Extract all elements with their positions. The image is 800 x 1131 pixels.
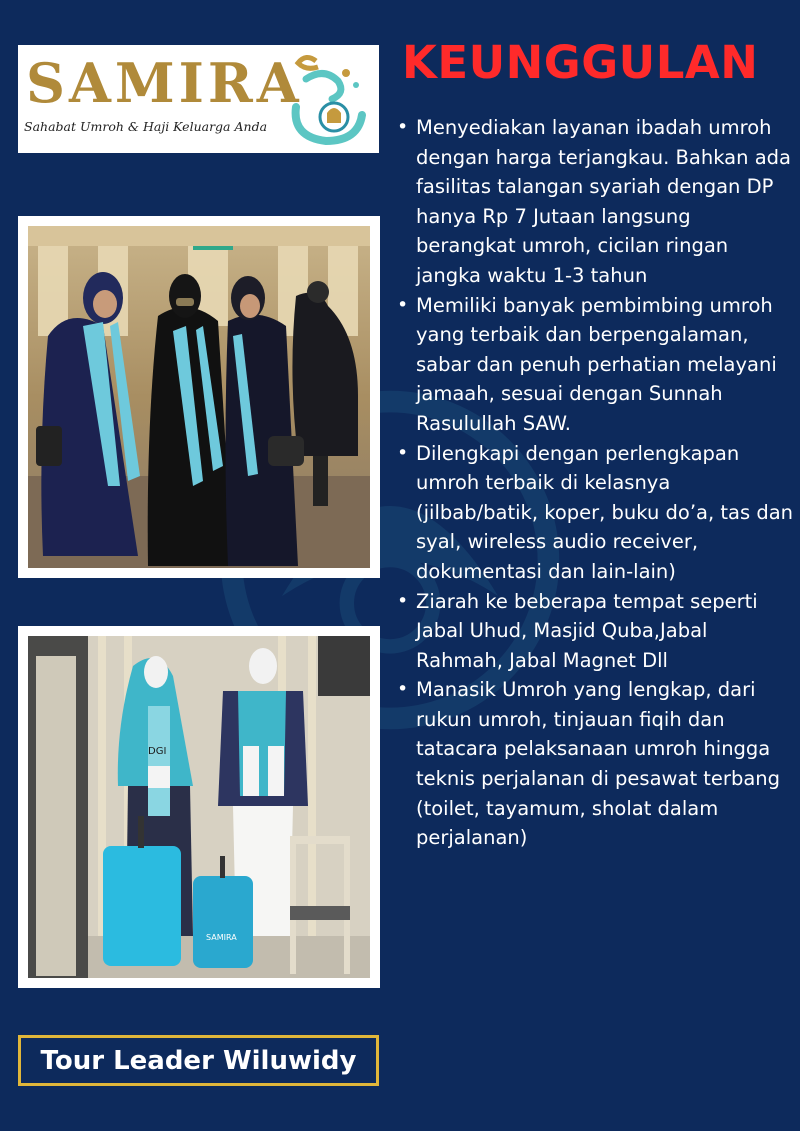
list-item [395,439,795,587]
scarf-brand-label: DGI [148,746,167,757]
bullet-dot-icon: • [397,589,409,612]
list-item [395,675,795,853]
logo-tagline: Sahabat Umroh & Haji Keluarga Anda [24,119,268,134]
list-item-text: Ziarah ke beberapa tempat seperti Jabal Uhud, Masjid Quba,Jabal Rahmah, Jabal Magnet Dll [416,589,758,672]
list-item-text: Dilengkapi dengan perlengkapan umroh terbaik di kelasnya (jilbab/batik, koper, buku do’a, tas dan syal, wireless audio receiver, dokumentasi dan lain-lain) [416,441,794,583]
bullet-dot-icon: • [397,293,409,316]
list-item [395,291,795,439]
bullet-dot-icon: • [397,678,409,701]
list-item [395,113,795,291]
pilgrims-photo [18,216,380,578]
umroh-equipment-image [28,636,370,978]
bullet-dot-icon: • [397,116,409,138]
equipment-photo [18,626,380,988]
pilgrims-mosque-image [28,226,370,568]
list-item-text: Manasik Umroh yang lengkap, dari rukun umroh, tinjauan fiqih dan tatacara pelaksanaan umroh hingga teknis perjalanan di pesawat terbang (toilet, tayamum, sholat dalam perjalanan) [416,678,781,850]
list-item-text: Memiliki banyak pembimbing umroh yang terbaik dan berpengalaman, sabar dan penuh perhatian melayani jamaah, sesuai dengan Sunnah Rasulullah SAW. [416,293,777,435]
list-item [395,587,795,676]
bullet-dot-icon: • [397,441,409,464]
samira-logo-card [18,45,379,153]
advantages-list [395,113,795,853]
list-item-text: Menyediakan layanan ibadah umroh dengan harga terjangkau. Bahkan ada fasilitas talangan syariah dengan DP hanya Rp 7 Jutaan langsung berangkat umroh, cicilan ringan jangka waktu 1-3 tahun [416,116,791,287]
keunggulan-heading: KEUNGGULAN [402,36,759,89]
logo-name: SAMIRA [26,51,303,115]
samira-logo-icon [276,49,376,149]
suitcase-brand-label: SAMIRA [206,933,237,942]
tour-leader-badge: Tour Leader Wiluwidy [18,1035,379,1086]
